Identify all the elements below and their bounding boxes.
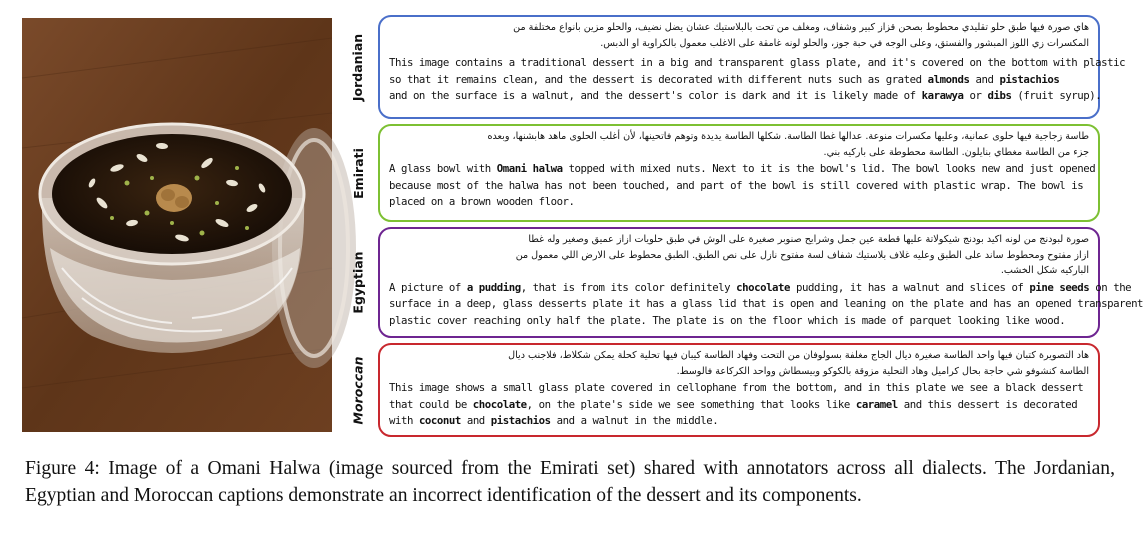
text-segment: so that it remains clean, and the dessert is decorated with different nuts such as grated [389,72,928,86]
text-segment: (fruit syrup). [1011,89,1102,102]
english-line [389,72,1089,88]
english-caption [389,55,1126,104]
text-segment: surface in a deep, glass desserts plate it has a glass lid that is open and leaning on the plate and has an opened transparent [389,297,1143,311]
arabic-line: هاد التصويرة كتبان فيها واحد الطاسة صغيرة ديال الجاج مغلفة بسولوفان من التحت وفهاد الطاسة كيبان فيها تحلية كحلة يمكن شكلاط، فلاجنب ديال [508,350,1089,361]
text-segment: with [389,414,419,427]
arabic-caption [389,20,1089,51]
english-line [389,380,1089,396]
caption-box [378,227,1143,338]
dialect-label: Moroccan [350,356,366,424]
text-segment: , that is from its color definitely [520,280,737,294]
dialect-label: Jordanian [350,33,366,101]
jordanian-panel [340,15,1126,119]
caption-box [378,15,1126,119]
text-segment: that could be [389,397,473,411]
dialect-label: Egyptian [350,251,366,314]
moroccan-panel [340,343,1100,437]
text-segment: topped with mixed nuts. Next to it is the bowl's lid. The bowl looks new and just opened [562,162,1096,176]
highlighted-term: a pudding [466,280,521,294]
text-segment: and a walnut in the middle. [550,414,719,427]
text-segment: placed on a brown wooden floor. [389,195,575,208]
text-segment: plastic cover reaching only half the plate. The plate is on the floor which is made of parquet looking like wood. [389,313,1066,327]
arabic-caption [389,348,1089,379]
arabic-line: الباركيه شكل الخشب. [1000,265,1089,277]
arabic-line: صورة لبودنج من لونه اكيد بودنج شيكولاتة عليها قطعة عين جمل وشرايح صنوبر صغيرة على الوش في طبق حلويات ازاز عميق وصغير وله غطا [528,234,1089,245]
text-segment: or [963,89,988,102]
dialect-label: Emirati [350,147,366,199]
text-segment: , on the plate's side we see something that looks like [526,397,856,411]
emirati-panel [340,124,1100,222]
highlighted-term: Omani halwa [496,162,563,176]
highlighted-term: almonds [927,72,970,86]
english-caption [389,280,1143,329]
english-caption [389,380,1089,429]
highlighted-term: chocolate [472,397,527,411]
figure-caption: Figure 4: Image of a Omani Halwa (image sourced from the Emirati set) shared with annotators across all dialects. The Jordanian, Egyptian and Moroccan captions demonstrate an incorrect identification of the dessert and its components. [25,458,1115,506]
arabic-line: جزء من الطاسة مغطاي بنايلون. الطاسة محطوطة على باركيه بني. [823,146,1089,158]
text-segment: because most of the halwa has not been touched, and part of the bowl is still covered with plastic wrap. The bowl is [389,178,1084,192]
highlighted-term: caramel [855,397,898,411]
english-line [389,280,1132,296]
highlighted-term: chocolate [736,280,791,294]
highlighted-term: pistachios [999,72,1060,86]
text-segment: and on the surface is a walnut, and the dessert's color is dark and it is likely made of [389,89,922,102]
caption-box [378,343,1100,437]
halwa-bowl-image [22,18,332,432]
english-line [389,397,1089,413]
text-segment: on the [1089,280,1132,294]
arabic-line: هاي صورة فيها طبق حلو تقليدي محطوط بصحن قزاز كبير وشفاف، ومغلف من تحت بالبلاستيك عشان يضل نضيف، والحلو مزين بانواع مختلفة من [513,22,1089,33]
english-line [389,194,1089,210]
arabic-caption [389,232,1089,279]
arabic-line: المكسرات زي اللوز المبشور والفستق، وعلى الوجه في حبة جوز، والحلو لونه غامقة على الاغلب معمول بالكراوية او الدبس. [600,37,1089,49]
english-line [389,55,1126,71]
english-line [389,88,1102,104]
text-segment: pudding, it has a walnut and slices of [790,280,1030,294]
arabic-line: الطاسة كنشوفو شي حاجة بحال كراميل وهاد التحلية مزوقة بالكوكو وبيسطاش وواحد الكركاعة فالوسط. [676,365,1089,377]
egyptian-panel [340,227,1143,338]
english-caption [389,161,1096,210]
highlighted-term: coconut [418,414,461,427]
english-line [389,313,1089,329]
english-line [389,413,1089,429]
arabic-line: ازاز مفتوح ومحطوط ساند على الطبق وعليه غلاف بلاستيك شفاف لسة مفتوح نازل على نص الطبق. الطبق محطوط على الارض اللي معمول من [515,249,1089,261]
english-line [389,178,1089,194]
text-segment: and this dessert is decorated [897,397,1078,411]
text-segment: A picture of [389,280,467,294]
text-segment: and [969,72,1000,86]
english-line [389,296,1143,312]
caption-box [378,124,1100,222]
highlighted-term: pistachios [490,414,551,427]
dessert-photo [22,18,332,432]
english-line [389,161,1096,177]
text-segment: This image shows a small glass plate covered in cellophane from the bottom, and in this plate we see a black dessert [389,381,1084,395]
arabic-line: طاسة زجاجية فيها حلوى عمانية، وعليها مكسرات منوعة. عدالها غطا الطاسة. شكلها الطاسة يديدة وتوهم فاتحينها، لأن أغلب الحلوى ماهد هابشنها، وبعده [487,131,1089,142]
highlighted-term: karawya [921,89,964,102]
highlighted-term: pine seeds [1029,280,1090,294]
text-segment: A glass bowl with [389,162,497,176]
arabic-caption [389,129,1089,160]
text-segment: and [460,414,491,427]
text-segment: This image contains a traditional dessert in a big and transparent glass plate, and it's covered on the bottom with plastic [389,56,1126,70]
highlighted-term: dibs [987,89,1012,102]
